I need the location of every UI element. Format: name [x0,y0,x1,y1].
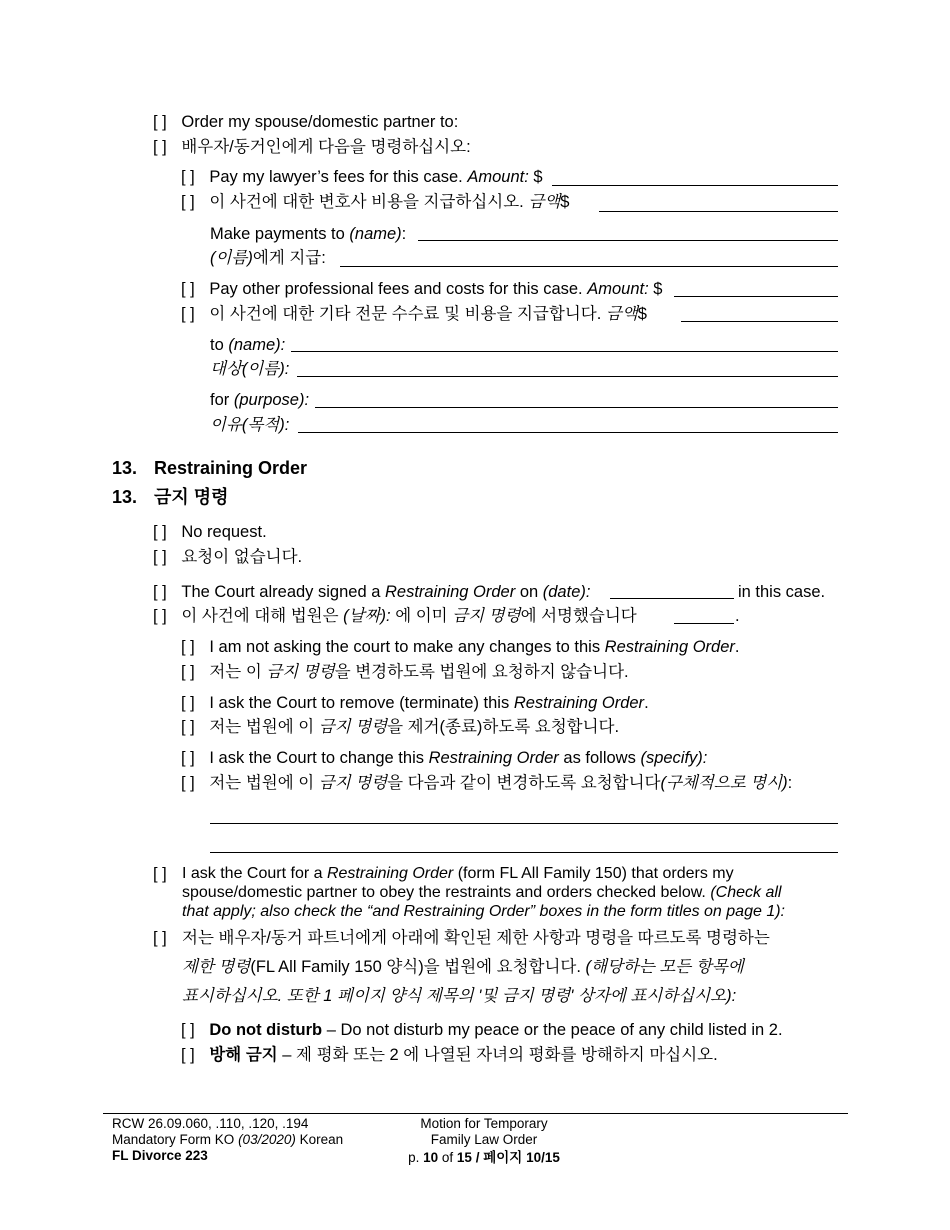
do-not-disturb-row-ko [181,1045,718,1065]
checkbox[interactable]: [ ] [181,168,195,186]
checkbox[interactable]: [ ] [181,1021,195,1039]
checkbox[interactable]: [ ] [181,1046,195,1064]
terminate-rest-ko: 을 제거(종료)하도록 요청합니다. [387,718,620,736]
terminate-row [181,693,649,713]
do-not-disturb-label: Do not disturb [209,1021,323,1039]
change-details-field-1[interactable] [210,823,838,824]
make-payments-row-ko [210,248,326,268]
make-payments-label-ko: 에게 지급: [252,249,326,267]
checkbox[interactable]: [ ] [153,138,167,156]
other-fees-row [181,279,662,299]
checkbox[interactable]: [ ] [153,607,167,625]
restraining-order-term: Restraining Order [384,583,516,601]
date-label: (date): [542,583,591,601]
period: . [644,694,649,712]
other-fees-amount-field-ko[interactable] [681,321,838,322]
signed-date-field[interactable] [610,598,734,599]
ask-new-line3-ko: 표시하십시오. 또한 1 페이지 양식 제목의 '및 금지 명령' 상자에 표시하십시오): [182,987,737,1005]
already-signed-row [153,582,590,602]
make-payments-row [210,224,406,244]
checkbox[interactable]: [ ] [181,749,195,767]
amount-label-ko: 금액 [605,305,638,323]
page-number [400,1150,568,1166]
ask-new-check[interactable]: [ ] [153,865,167,883]
page-slash-ko: / 페이지 [475,1150,523,1165]
footer-form-lang: Korean [299,1132,344,1147]
checkbox[interactable]: [ ] [153,583,167,601]
dollar-sign: $ [560,193,570,211]
change-row-ko [181,773,792,793]
ask-new-line3: that apply; also check the “and Restraining Order” boxes in the form titles on page 1): [182,903,785,920]
no-changes-row [181,637,740,657]
payee-name-field[interactable] [418,240,838,241]
already-signed-text-ko: 이 사건에 대해 법원은 [181,607,339,625]
lawyer-fees-amount-field[interactable] [552,185,838,186]
ask-new-line2-ko: (FL All Family 150 양식)을 법원에 요청합니다. [250,958,581,976]
recipient-name-field-ko[interactable] [297,376,838,377]
dollar-sign: $ [637,305,647,323]
do-not-disturb-text-ko: – 제 평화 또는 2 에 나열된 자녀의 평화를 방해하지 마십시오. [282,1046,718,1064]
checkbox[interactable]: [ ] [153,113,167,131]
page-num-ko: 10 [526,1150,542,1165]
footer-form-id: FL Divorce 223 [112,1148,208,1163]
checkbox[interactable]: [ ] [181,280,195,298]
checkbox[interactable]: [ ] [181,193,195,211]
restraining-order-term-ko: 제한 명령 [182,958,251,976]
page-p: p. [408,1150,420,1165]
no-request-row [153,522,267,542]
period: . [734,638,740,656]
page-of: of [441,1150,454,1165]
checkbox[interactable]: [ ] [181,774,195,792]
footer-title-line1: Motion for Temporary [420,1116,548,1131]
for-purpose-row-ko [210,415,289,435]
no-changes-rest-ko: 을 변경하도록 법원에 요청하지 않습니다. [334,663,629,681]
restraining-order-term: Restraining Order [428,749,559,767]
lawyer-fees-text: Pay my lawyer’s fees for this case. [209,168,463,186]
purpose-field-ko[interactable] [298,432,838,433]
restraining-order-term-ko: 금지 명령 [266,663,335,681]
recipient-name-field[interactable] [291,351,838,352]
dollar-sign: $ [533,168,543,186]
name-label: (name) [349,225,402,243]
lawyer-fees-amount-field-ko[interactable] [599,211,838,212]
footer-title-line2: Family Law Order [430,1132,538,1147]
footer-center [400,1116,568,1166]
change-mid-ko: 을 다음과 같이 변경하도록 요청합니다 [387,774,661,792]
page-total-ko: /15 [541,1150,560,1165]
other-fees-text-ko: 이 사건에 대한 기타 전문 수수료 및 비용을 지급합니다. [209,305,602,323]
order-spouse-ko: 배우자/동거인에게 다음을 명령하십시오: [181,138,471,156]
purpose-field[interactable] [315,407,838,408]
order-spouse-row [153,112,458,132]
page-total: 15 [456,1150,472,1165]
restraining-order-term: Restraining Order [513,694,645,712]
checkbox[interactable]: [ ] [181,663,195,681]
signed-label-ko: 에 서명했습니다 [520,607,637,625]
checkbox[interactable]: [ ] [181,694,195,712]
no-changes-row-ko [181,662,629,682]
no-request-text: No request. [181,523,267,541]
other-fees-text: Pay other professional fees and costs for this case. [209,280,583,298]
payee-name-field-ko[interactable] [340,266,838,267]
in-this-case: in this case. [738,583,826,601]
footer-form-pre: Mandatory Form KO [112,1132,235,1147]
section-title: Restraining Order [154,458,308,478]
section-title-ko: 금지 명령 [154,487,229,507]
footer-left [112,1116,343,1164]
other-fees-row-ko [181,304,647,324]
restraining-order-term-ko: 금지 명령 [452,607,521,625]
purpose-label-ko: 이유(목적): [210,416,290,434]
name-label: (name): [228,336,286,354]
do-not-disturb-label-ko: 방해 금지 [209,1046,278,1064]
for-purpose-row [210,390,309,410]
colon: : [401,225,407,243]
checkbox[interactable]: [ ] [181,305,195,323]
signed-date-field-ko[interactable] [674,623,734,624]
checkbox[interactable]: [ ] [153,548,167,566]
date-label-ko: (날짜): [343,607,391,625]
no-changes-text-ko: 저는 이 [209,663,262,681]
specify-label-ko: (구체적으로 명시) [660,774,788,792]
ask-new-line1-ko: 저는 배우자/동거 파트너에게 아래에 확인된 제한 사항과 명령을 따르도록 명령하는 [182,929,770,947]
ask-new-text [182,864,842,921]
purpose-label: (purpose): [233,391,310,409]
change-text-ko: 저는 법원에 이 [209,774,315,792]
as-follows-label: as follows [563,749,636,767]
change-row [181,748,707,768]
other-fees-amount-field[interactable] [674,296,838,297]
ask-new-line2: spouse/domestic partner to obey the restraints and orders checked below. [182,884,706,901]
footer-form-line [112,1132,343,1148]
page-num: 10 [423,1150,439,1165]
ask-new-line1-post: (form FL All Family 150) that orders my [457,865,734,882]
change-text: I ask the Court to change this [209,749,424,767]
restraining-order-term-ko: 금지 명령 [318,718,388,736]
to-label: to [210,336,224,354]
restraining-order-term-ko: 금지 명령 [318,774,388,792]
already-signed-row-ko [153,606,637,626]
terminate-row-ko [181,717,619,737]
no-changes-text: I am not asking the court to make any changes to this [209,638,601,656]
section-13-heading [112,458,307,478]
restraining-order-term: Restraining Order [326,865,454,882]
ask-new-check-ko[interactable]: [ ] [153,929,167,947]
amount-label-ko: 금액 [528,193,561,211]
to-name-row [210,335,285,355]
restraining-order-term: Restraining Order [604,638,735,656]
already-signed-text: The Court already signed a [181,583,381,601]
no-request-text-ko: 요청이 없습니다. [181,548,303,566]
terminate-text-ko: 저는 법원에 이 [209,718,315,736]
already-label-ko: 에 이미 [395,607,448,625]
order-spouse-row-ko [153,137,471,157]
ask-new-pre: I ask the Court for a [182,865,323,882]
name-label-ko: (이름) [210,249,253,267]
dollar-sign: $ [653,280,663,298]
specify-label: (specify): [640,749,708,767]
footer-form-date: (03/2020) [238,1132,296,1147]
amount-label: Amount: [467,168,529,186]
amount-label: Amount: [587,280,649,298]
section-number: 13. [112,487,138,507]
footer-divider [103,1113,848,1114]
recipient-label-ko: 대상(이름): [210,360,290,378]
on-label: on [519,583,539,601]
order-spouse-en: Order my spouse/domestic partner to: [181,113,459,131]
terminate-text: I ask the Court to remove (terminate) this [209,694,510,712]
make-payments-label: Make payments to [210,225,345,243]
section-number: 13. [112,458,138,478]
do-not-disturb-row [181,1020,783,1040]
colon: : [787,774,793,792]
checkbox[interactable]: [ ] [153,523,167,541]
to-name-row-ko [210,359,289,379]
lawyer-fees-row [181,167,543,187]
period: . [735,607,740,625]
do-not-disturb-text: – Do not disturb my peace or the peace of any child listed in 2. [326,1021,783,1039]
lawyer-fees-text-ko: 이 사건에 대한 변호사 비용을 지급하십시오. [209,193,524,211]
for-label: for [210,391,230,409]
section-13-heading-ko [112,487,229,507]
lawyer-fees-row-ko [181,192,569,212]
ask-new-instruction: (Check all [710,884,782,901]
footer-rcw: RCW 26.09.060, .110, .120, .194 [112,1116,309,1131]
ask-new-instruction-ko: (해당하는 모든 항목에 [585,958,744,976]
ask-new-text-ko [182,928,842,1006]
no-request-row-ko [153,547,302,567]
checkbox[interactable]: [ ] [181,718,195,736]
checkbox[interactable]: [ ] [181,638,195,656]
change-details-field-2[interactable] [210,852,838,853]
